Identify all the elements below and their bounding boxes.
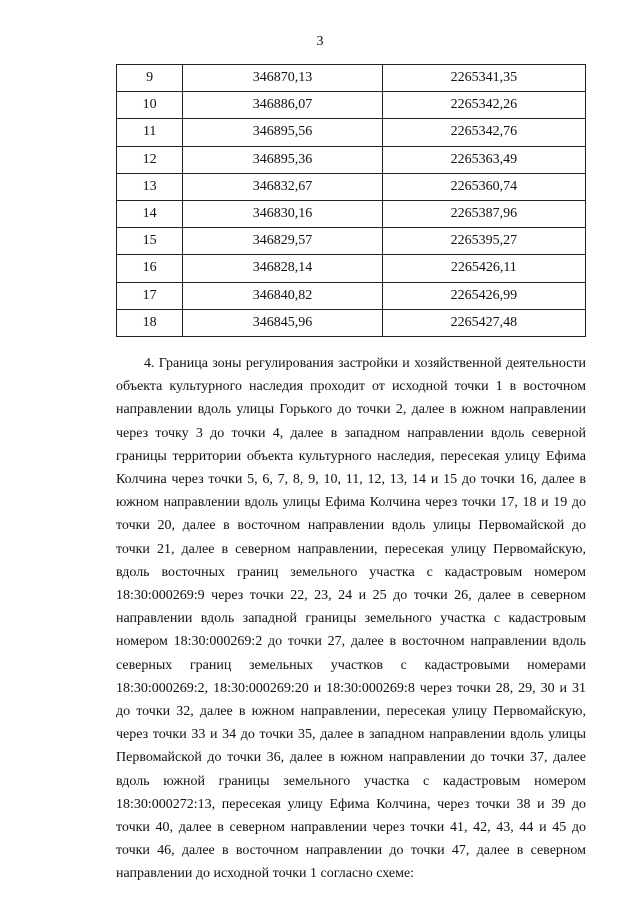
x-coordinate-cell: 346895,36 — [183, 146, 382, 173]
x-coordinate-cell: 346840,82 — [183, 282, 382, 309]
table-row — [117, 65, 586, 92]
coordinates-table-body — [117, 65, 586, 337]
x-coordinate-cell: 346832,67 — [183, 173, 382, 200]
y-coordinate-cell: 2265387,96 — [382, 200, 585, 227]
y-coordinate-cell: 2265363,49 — [382, 146, 585, 173]
table-row — [117, 228, 586, 255]
point-number-cell: 15 — [117, 228, 183, 255]
table-row — [117, 173, 586, 200]
point-number-cell: 16 — [117, 255, 183, 282]
x-coordinate-cell: 346845,96 — [183, 309, 382, 336]
y-coordinate-cell: 2265395,27 — [382, 228, 585, 255]
y-coordinate-cell: 2265360,74 — [382, 173, 585, 200]
table-row — [117, 200, 586, 227]
y-coordinate-cell: 2265426,99 — [382, 282, 585, 309]
coordinates-table — [116, 64, 586, 337]
x-coordinate-cell: 346870,13 — [183, 65, 382, 92]
y-coordinate-cell: 2265342,76 — [382, 119, 585, 146]
table-row — [117, 309, 586, 336]
x-coordinate-cell: 346886,07 — [183, 92, 382, 119]
table-row — [117, 92, 586, 119]
y-coordinate-cell: 2265342,26 — [382, 92, 585, 119]
table-row — [117, 255, 586, 282]
point-number-cell: 11 — [117, 119, 183, 146]
point-number-cell: 17 — [117, 282, 183, 309]
y-coordinate-cell: 2265426,11 — [382, 255, 585, 282]
point-number-cell: 13 — [117, 173, 183, 200]
table-row — [117, 119, 586, 146]
table-row — [117, 146, 586, 173]
x-coordinate-cell: 346895,56 — [183, 119, 382, 146]
x-coordinate-cell: 346828,14 — [183, 255, 382, 282]
point-number-cell: 10 — [117, 92, 183, 119]
x-coordinate-cell: 346829,57 — [183, 228, 382, 255]
point-number-cell: 14 — [117, 200, 183, 227]
y-coordinate-cell: 2265341,35 — [382, 65, 585, 92]
point-number-cell: 9 — [117, 65, 183, 92]
point-number-cell: 18 — [117, 309, 183, 336]
boundary-description-paragraph: 4. Граница зоны регулирования застройки и хозяйственной деятельности объекта культурного наследия проходит от исходной точки 1 в восточном направлении вдоль улицы Горького до точки 2, далее в южном направлении через точку 3 до точки 4, далее в западном направлении вдоль северной границы территории объекта культурного наследия, пересекая улицу Ефима Колчина через точки 5, 6, 7, 8, 9, 10, 11, 12, 13, 14 и 15 до точки 16, далее в южном направлении вдоль улицы Ефима Колчина через точки 17, 18 и 19 до точки 20, далее в восточном направлении вдоль улицы Первомайской до точки 21, далее в северном направлении, пересекая улицу Первомайскую, вдоль восточных границ земельного участка с кадастровым номером 18:30:000269:9 через точки 22, 23, 24 и 25 до точки 26, далее в северном направлении вдоль западной границы земельного участка с кадастровым номером 18:30:000269:2 до точки 27, далее в восточном направлении вдоль северных границ земельных участков с кадастровыми номерами 18:30:000269:2, 18:30:000269:20 и 18:30:000269:8 через точки 28, 29, 30 и 31 до точки 32, далее в южном направлении, пересекая улицу Первомайскую, через точки 33 и 34 до точки 35, далее в западном направлении вдоль улицы Первомайской до точки 36, далее в южном направлении до точки 37, далее вдоль южной границы земельного участка с кадастровым номером 18:30:000272:13, пересекая улицу Ефима Колчина, через точки 38 и 39 до точки 40, далее в северном направлении через точки 41, 42, 43, 44 и 45 до точки 46, далее в восточном направлении до точки 47, далее в северном направлении до исходной точки 1 согласно схеме: — [116, 356, 586, 882]
x-coordinate-cell: 346830,16 — [183, 200, 382, 227]
y-coordinate-cell: 2265427,48 — [382, 309, 585, 336]
point-number-cell: 12 — [117, 146, 183, 173]
table-row — [117, 282, 586, 309]
page-number: 3 — [316, 34, 324, 49]
